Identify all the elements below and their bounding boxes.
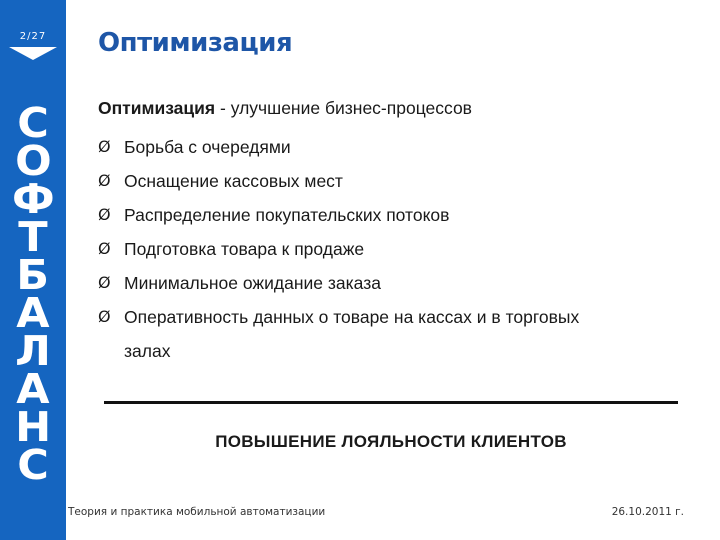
bullet-text: Минимальное ожидание заказа (124, 273, 381, 293)
arrow-bullet-icon: Ø (98, 137, 111, 156)
bullet-list (98, 130, 698, 368)
bullet-item (98, 300, 698, 368)
bullet-item (98, 266, 698, 300)
bullet-text: Оперативность данных о товаре на кассах и в торговых залах (124, 307, 580, 361)
slide-title: Оптимизация (98, 28, 293, 58)
logo (0, 99, 66, 489)
bullet-item (98, 164, 698, 198)
arrow-bullet-icon: Ø (98, 171, 111, 190)
sidebar (0, 0, 66, 540)
logo-letter: Н (14, 403, 52, 451)
logo-letter: О (14, 137, 52, 185)
logo-letter: С (17, 99, 49, 147)
arrow-bullet-icon: Ø (98, 307, 111, 326)
bullet-text: Подготовка товара к продаже (124, 239, 365, 259)
bullet-text: Борьба с очередями (124, 137, 291, 157)
footer-course-title: Теория и практика мобильной автоматизации (68, 506, 326, 518)
logo-letter: А (16, 365, 50, 413)
arrow-bullet-icon: Ø (98, 239, 111, 258)
bullet-item (98, 130, 698, 164)
conclusion-text: ПОВЫШЕНИЕ ЛОЯЛЬНОСТИ КЛИЕНТОВ (215, 432, 567, 451)
logo-letter: С (17, 441, 49, 489)
arrow-bullet-icon: Ø (98, 273, 111, 292)
bullet-item (98, 198, 698, 232)
lead-rest: - улучшение бизнес-процессов (215, 98, 472, 118)
bullet-item (98, 232, 698, 266)
lead-line (98, 96, 698, 120)
logo-letter: Б (16, 251, 50, 299)
slide-content (98, 96, 698, 368)
logo-letter: А (16, 289, 50, 337)
bullet-text: Распределение покупательских потоков (124, 205, 450, 225)
bullet-text: Оснащение кассовых мест (124, 171, 343, 191)
logo-letter: Ф (11, 175, 55, 223)
lead-bold: Оптимизация (98, 98, 216, 118)
divider-rule (104, 401, 678, 404)
arrow-bullet-icon: Ø (98, 205, 111, 224)
page-arrow-icon (9, 47, 57, 60)
page-counter: 2/27 (19, 31, 47, 42)
logo-letter: Л (15, 327, 51, 375)
logo-letter: Т (18, 213, 48, 261)
footer-date: 26.10.2011 г. (611, 506, 684, 518)
